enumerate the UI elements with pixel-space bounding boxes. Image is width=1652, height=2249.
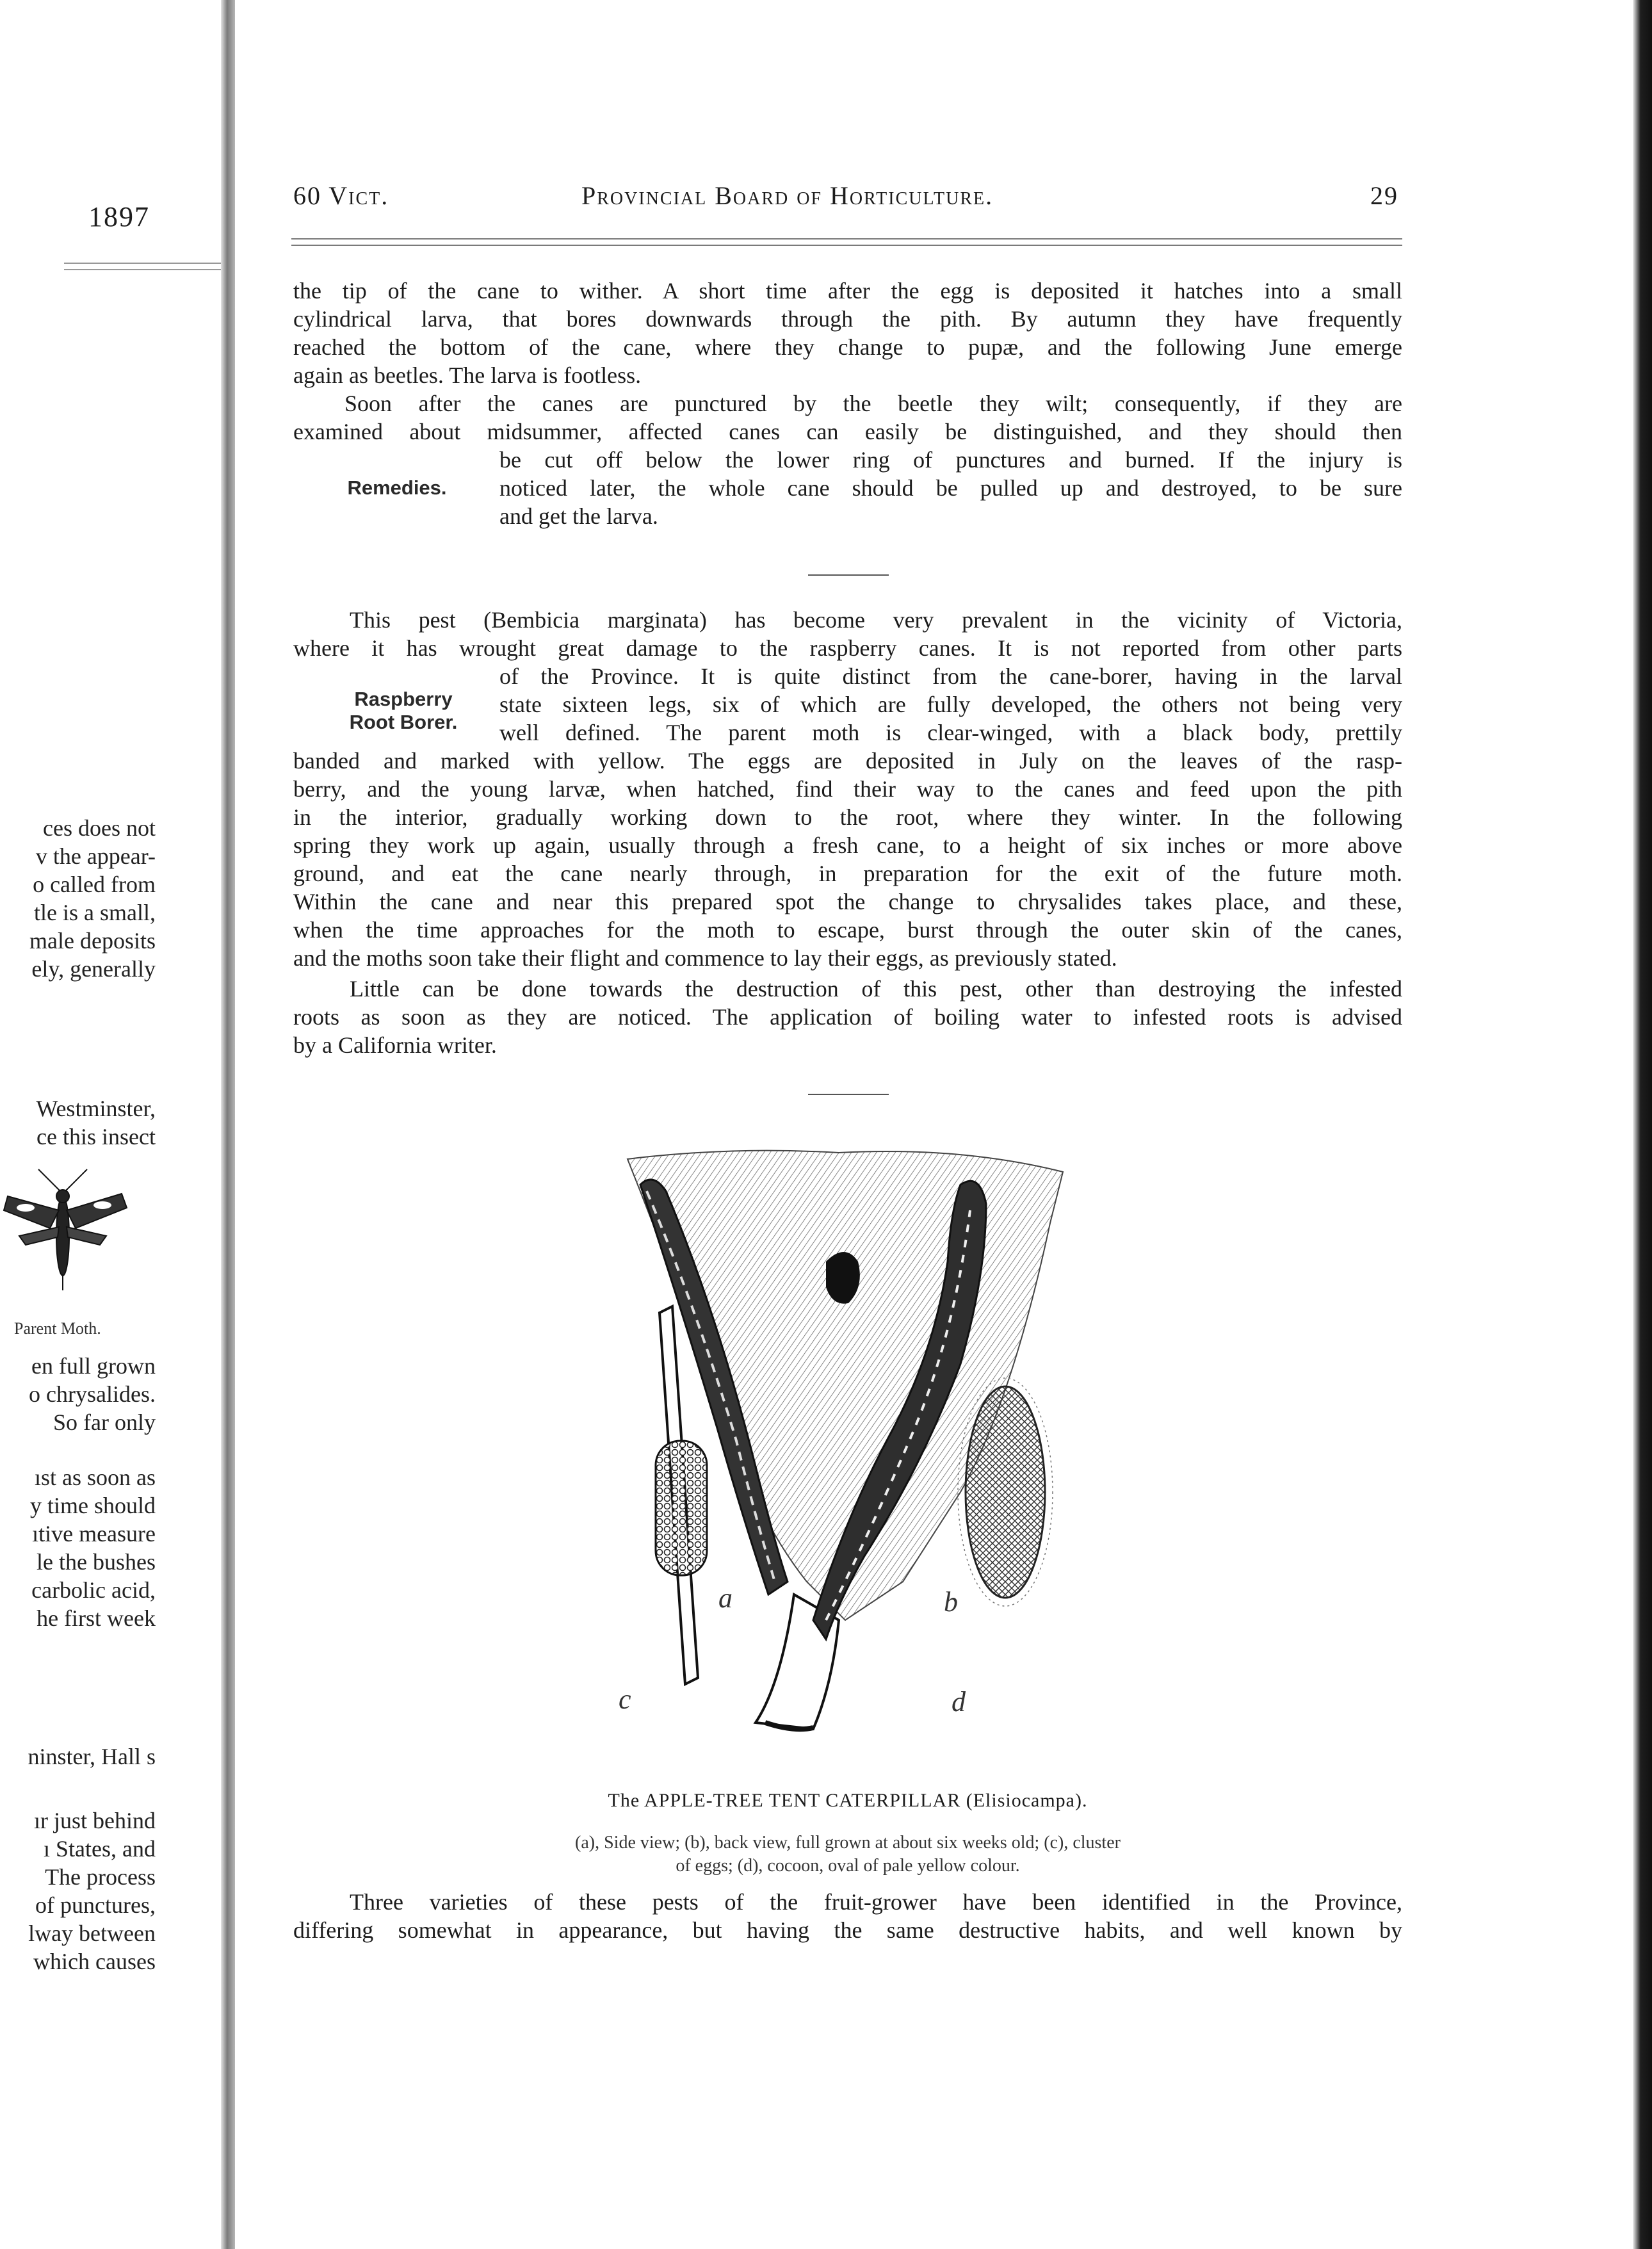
- text-line: where it has wrought great damage to the raspberry canes. It is not reported from other parts: [293, 635, 1402, 661]
- previous-page-text-line: v the appear-: [35, 843, 156, 869]
- apple-tree-tent-caterpillar-illustration: [602, 1133, 1089, 1780]
- previous-page-text-line: ı States, and: [44, 1836, 156, 1862]
- paragraph-indented: [499, 446, 1402, 530]
- header-rule-top: [291, 238, 1402, 240]
- previous-page-text-line: y time should: [30, 1493, 156, 1518]
- figure-caption: The APPLE-TREE TENT CATERPILLAR (Elisiocampa).: [608, 1790, 1088, 1811]
- sidenote-remedies: Remedies.: [347, 476, 447, 499]
- previous-page-text-line: he first week: [36, 1605, 156, 1631]
- cocoon: [966, 1386, 1045, 1598]
- previous-page-text-line: ıst as soon as: [35, 1465, 156, 1490]
- figure-label-c: c: [619, 1684, 631, 1715]
- running-head-left: 60 Vict.: [293, 181, 389, 210]
- paragraph: [293, 606, 1402, 662]
- text-line: be cut off below the lower ring of punctures and burned. If the injury is: [499, 447, 1402, 473]
- previous-page-text-line: The process: [45, 1864, 156, 1890]
- previous-page-fragment: [0, 0, 221, 2249]
- figure-caption-note-line: of eggs; (d), cocoon, oval of pale yellow colour.: [676, 1856, 1020, 1876]
- page-number: 29: [1370, 181, 1398, 210]
- previous-page-year: 1897: [88, 201, 150, 232]
- page-edge-shadow: [1633, 0, 1652, 2249]
- figure-label-d: d: [952, 1686, 966, 1717]
- text-line: cylindrical larva, that bores downwards through the pith. By autumn they have frequently: [293, 306, 1402, 332]
- previous-page-text-line: ıtive measure: [32, 1521, 156, 1547]
- text-line: noticed later, the whole cane should be pulled up and destroyed, to be sure: [499, 475, 1402, 501]
- text-line: state sixteen legs, six of which are fully developed, the others not being very: [499, 692, 1402, 717]
- previous-page-text-line: So far only: [53, 1409, 156, 1435]
- previous-page-text-line: tle is a small,: [34, 900, 156, 925]
- section-divider: [808, 1094, 889, 1095]
- previous-page-text-line: Westminster,: [36, 1096, 156, 1121]
- text-line: reached the bottom of the cane, where they change to pupæ, and the following June emerge: [293, 334, 1402, 360]
- previous-page-text-line: of punctures,: [35, 1892, 156, 1918]
- paragraph: [293, 1888, 1402, 1944]
- text-line: the tip of the cane to wither. A short time after the egg is deposited it hatches into a small: [293, 278, 1402, 304]
- parent-moth-caption: Parent Moth.: [14, 1319, 101, 1338]
- previous-page-text-line: en full grown: [31, 1353, 156, 1379]
- text-line: Within the cane and near this prepared spot the change to chrysalides takes place, and these,: [293, 889, 1402, 914]
- previous-page-text-line: lway between: [28, 1920, 156, 1946]
- figure-caption-note: [293, 1831, 1402, 1878]
- text-line: banded and marked with yellow. The eggs are deposited in July on the leaves of the rasp-: [293, 748, 1402, 774]
- text-line: ground, and eat the cane nearly through, in preparation for the exit of the future moth.: [293, 861, 1402, 886]
- text-line: Three varieties of these pests of the fruit-grower have been identified in the Province,: [350, 1889, 1402, 1915]
- previous-page-text-line: o chrysalides.: [29, 1381, 156, 1407]
- parent-moth-illustration: [0, 1165, 147, 1300]
- figure-caption-note-line: (a), Side view; (b), back view, full grown at about six weeks old; (c), cluster: [575, 1833, 1121, 1853]
- text-line: well defined. The parent moth is clear-winged, with a black body, prettily: [499, 720, 1402, 745]
- paragraph: [293, 747, 1402, 972]
- text-line: This pest (Bembicia marginata) has become very prevalent in the vicinity of Victoria,: [350, 607, 1402, 633]
- previous-page-text-line: carbolic acid,: [31, 1577, 156, 1603]
- previous-page-header-rule: [64, 269, 221, 270]
- figure-label-b: b: [944, 1586, 958, 1618]
- previous-page-text-line: ely, generally: [31, 956, 156, 982]
- previous-page-text-line: le the bushes: [36, 1549, 156, 1575]
- previous-page-text-line: ninster, Hall s: [28, 1744, 156, 1769]
- sidenote-line: Root Borer.: [349, 711, 458, 733]
- text-line: roots as soon as they are noticed. The application of boiling water to infested roots is advised: [293, 1004, 1402, 1030]
- section-divider: [808, 574, 889, 576]
- text-line: differing somewhat in appearance, but having the same destructive habits, and well known by: [293, 1917, 1402, 1943]
- text-line: when the time approaches for the moth to escape, burst through the outer skin of the canes,: [293, 917, 1402, 943]
- figure-label-a: a: [718, 1582, 733, 1614]
- previous-page-text-line: ır just behind: [34, 1808, 156, 1833]
- text-line: again as beetles. The larva is footless.: [293, 362, 642, 388]
- text-line: Soon after the canes are punctured by the beetle they wilt; consequently, if they are: [344, 391, 1402, 416]
- running-head-title: Provincial Board of Horticulture.: [581, 181, 994, 210]
- previous-page-text-line: o called from: [33, 872, 156, 897]
- text-line: spring they work up again, usually through a fresh cane, to a height of six inches or more above: [293, 832, 1402, 858]
- sidenote-line: Raspberry: [354, 688, 453, 710]
- text-line: by a California writer.: [293, 1032, 497, 1058]
- text-line: and the moths soon take their flight and commence to lay their eggs, as previously stated.: [293, 945, 1117, 971]
- paragraph: [293, 389, 1402, 446]
- text-line: examined about midsummer, affected canes can easily be distinguished, and they should then: [293, 419, 1402, 444]
- previous-page-text-line: ces does not: [43, 815, 156, 841]
- paragraph: [293, 277, 1402, 389]
- text-line: of the Province. It is quite distinct from the cane-borer, having in the larval: [499, 663, 1402, 689]
- previous-page-header-rule: [64, 263, 221, 264]
- text-line: Little can be done towards the destruction of this pest, other than destroying the infested: [350, 976, 1402, 1002]
- text-line: berry, and the young larvæ, when hatched, find their way to the canes and feed upon the pith: [293, 776, 1402, 802]
- book-gutter: [221, 0, 235, 2249]
- text-line: and get the larva.: [499, 503, 658, 529]
- paragraph: [293, 975, 1402, 1059]
- egg-cluster: [656, 1441, 707, 1575]
- previous-page-text-line: ce this insect: [36, 1124, 156, 1149]
- text-line: in the interior, gradually working down to the root, where they winter. In the following: [293, 804, 1402, 830]
- header-rule-bottom: [291, 245, 1402, 246]
- previous-page-text-line: which causes: [33, 1949, 156, 1974]
- sidenote-raspberry-root-borer: [333, 688, 474, 734]
- paragraph-indented: [499, 662, 1402, 747]
- previous-page-text-line: male deposits: [29, 928, 156, 954]
